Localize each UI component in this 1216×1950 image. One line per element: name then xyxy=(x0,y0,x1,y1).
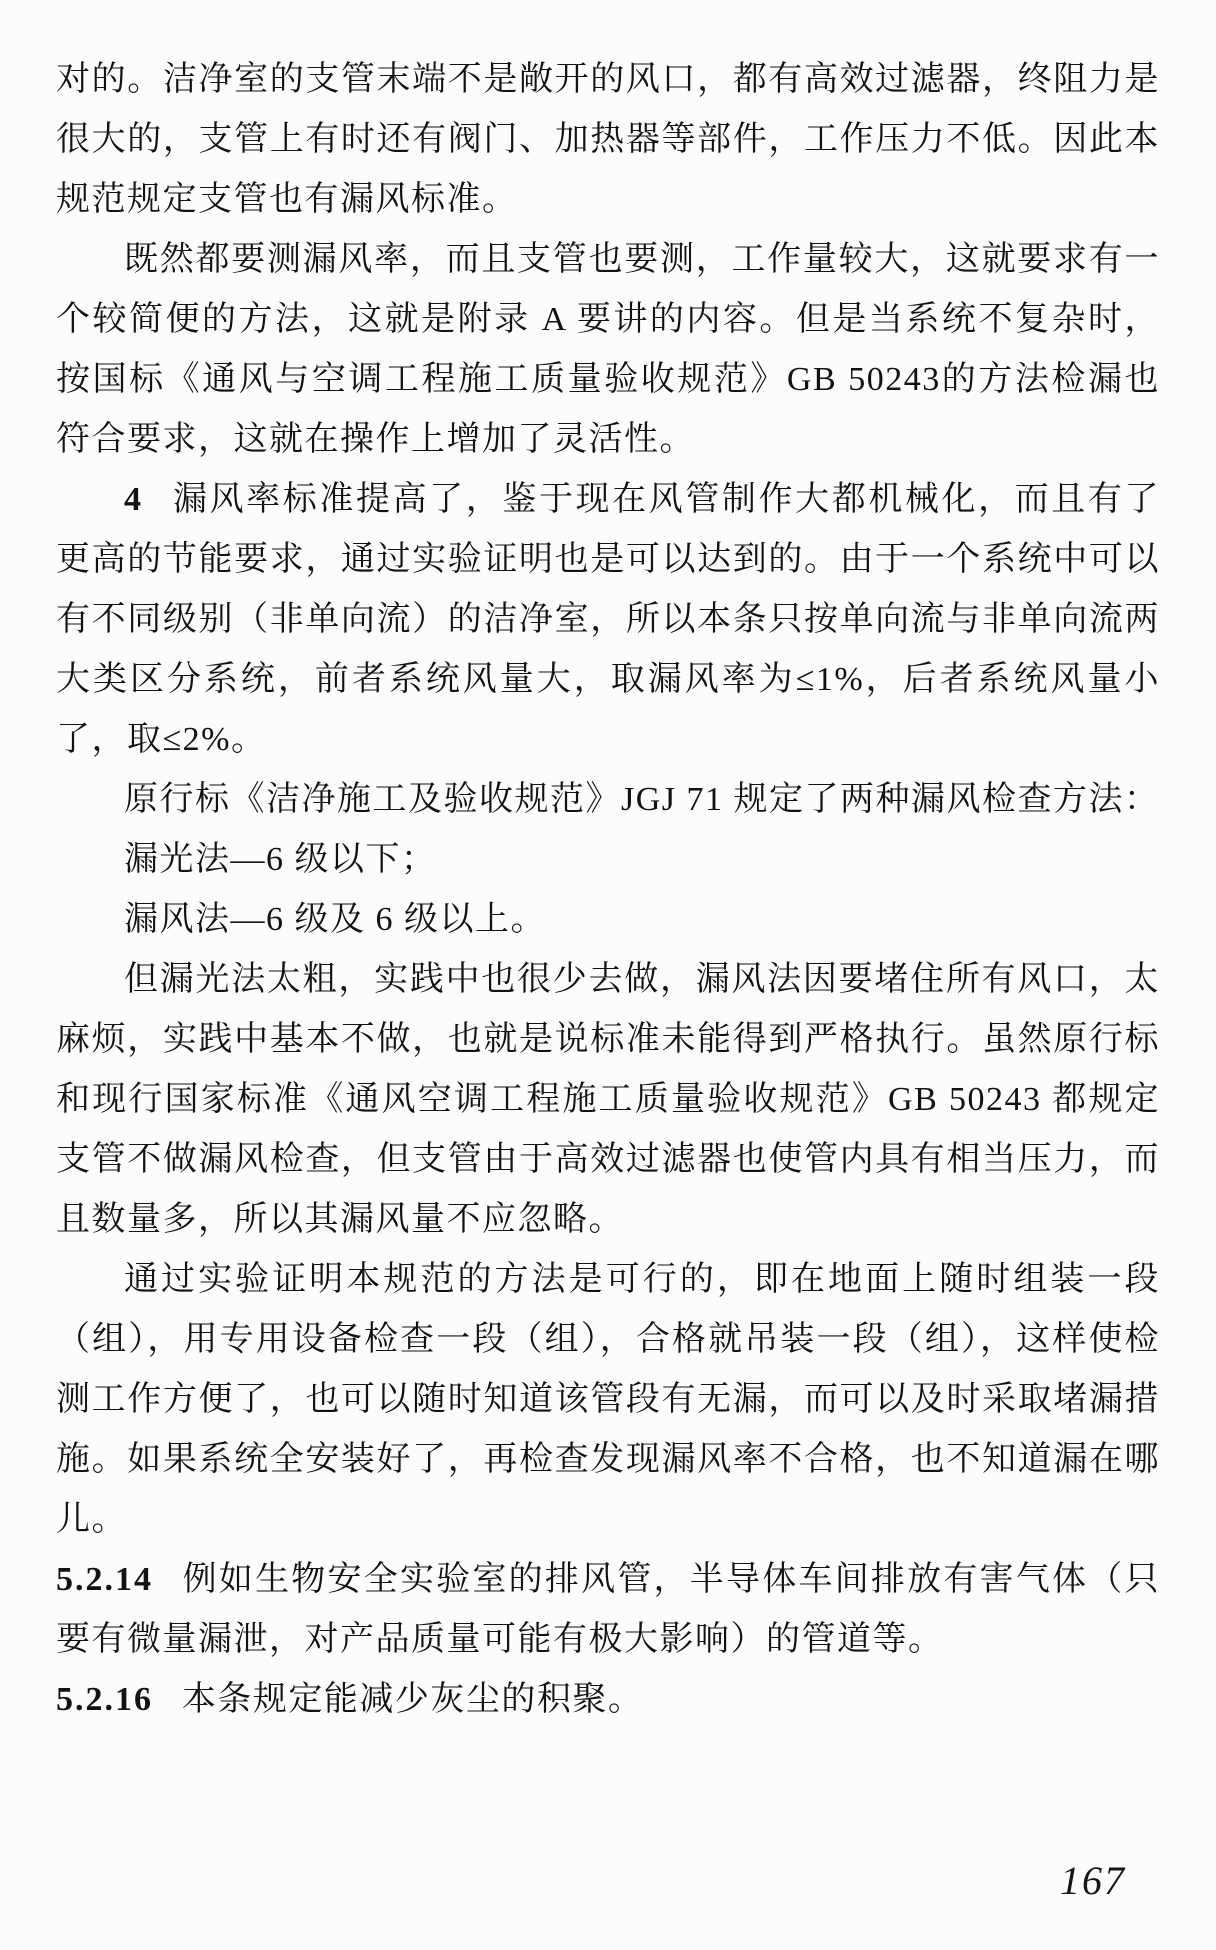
paragraph-text: 对的。洁净室的支管末端不是敞开的风口，都有高效过滤器，终阻力是很大的，支管上有时还有阀门、加热器等部件，工作压力不低。因此本规范规定支管也有漏风标准。 xyxy=(56,61,1160,218)
paragraph-text: 漏风率标准提高了，鉴于现在风管制作大都机械化，而且有了更高的节能要求，通过实验证明也是可以达到的。由于一个系统中可以有不同级别（非单向流）的洁净室，所以本条只按单向流与非单向流两大类区分系统，前者系统风量大，取漏风率为≤1%，后者系统风量小了，取≤2%。 xyxy=(56,481,1160,758)
body-paragraph xyxy=(56,1550,1160,1670)
paragraph-text: 本条规定能减少灰尘的积聚。 xyxy=(181,1681,644,1718)
body-paragraph xyxy=(56,770,1160,830)
body-paragraph xyxy=(56,950,1160,1250)
paragraph-text: 漏风法—6 级及 6 级以上。 xyxy=(124,901,546,938)
body-paragraph xyxy=(56,230,1160,470)
clause-number: 5.2.14 xyxy=(56,1561,153,1598)
paragraph-text: 漏光法—6 级以下； xyxy=(124,841,437,878)
paragraph-text: 但漏光法太粗，实践中也很少去做，漏风法因要堵住所有风口，太麻烦，实践中基本不做，也就是说标准未能得到严格执行。虽然原行标和现行国家标准《通风空调工程施工质量验收规范》GB 50243 都规定支管不做漏风检查，但支管由于高效过滤器也使管内具有相当压力，而且数量多，所以其漏风量不应忽略。 xyxy=(56,961,1160,1238)
body-paragraph xyxy=(56,470,1160,770)
paragraph-text: 例如生物安全实验室的排风管，半导体车间排放有害气体（只要有微量漏泄，对产品质量可能有极大影响）的管道等。 xyxy=(56,1561,1160,1658)
body-paragraph xyxy=(56,1670,1160,1730)
paragraph-text: 原行标《洁净施工及验收规范》JGJ 71 规定了两种漏风检查方法： xyxy=(124,781,1160,818)
body-paragraph xyxy=(56,1250,1160,1550)
body-paragraph xyxy=(56,50,1160,230)
body-paragraph xyxy=(56,830,1160,890)
clause-number: 5.2.16 xyxy=(56,1681,153,1718)
page-number: 167 xyxy=(1060,1858,1126,1903)
clause-number: 4 xyxy=(124,481,143,518)
paragraph-text: 通过实验证明本规范的方法是可行的，即在地面上随时组装一段（组），用专用设备检查一段（组），合格就吊装一段（组），这样使检测工作方便了，也可以随时知道该管段有无漏，而可以及时采取堵漏措施。如果系统全安装好了，再检查发现漏风率不合格，也不知道漏在哪儿。 xyxy=(56,1261,1160,1538)
body-paragraph xyxy=(56,890,1160,950)
main-text-block xyxy=(56,50,1160,1730)
paragraph-text: 既然都要测漏风率，而且支管也要测，工作量较大，这就要求有一个较简便的方法，这就是附录 A 要讲的内容。但是当系统不复杂时，按国标《通风与空调工程施工质量验收规范》GB 50243的方法检漏也符合要求，这就在操作上增加了灵活性。 xyxy=(56,241,1160,458)
